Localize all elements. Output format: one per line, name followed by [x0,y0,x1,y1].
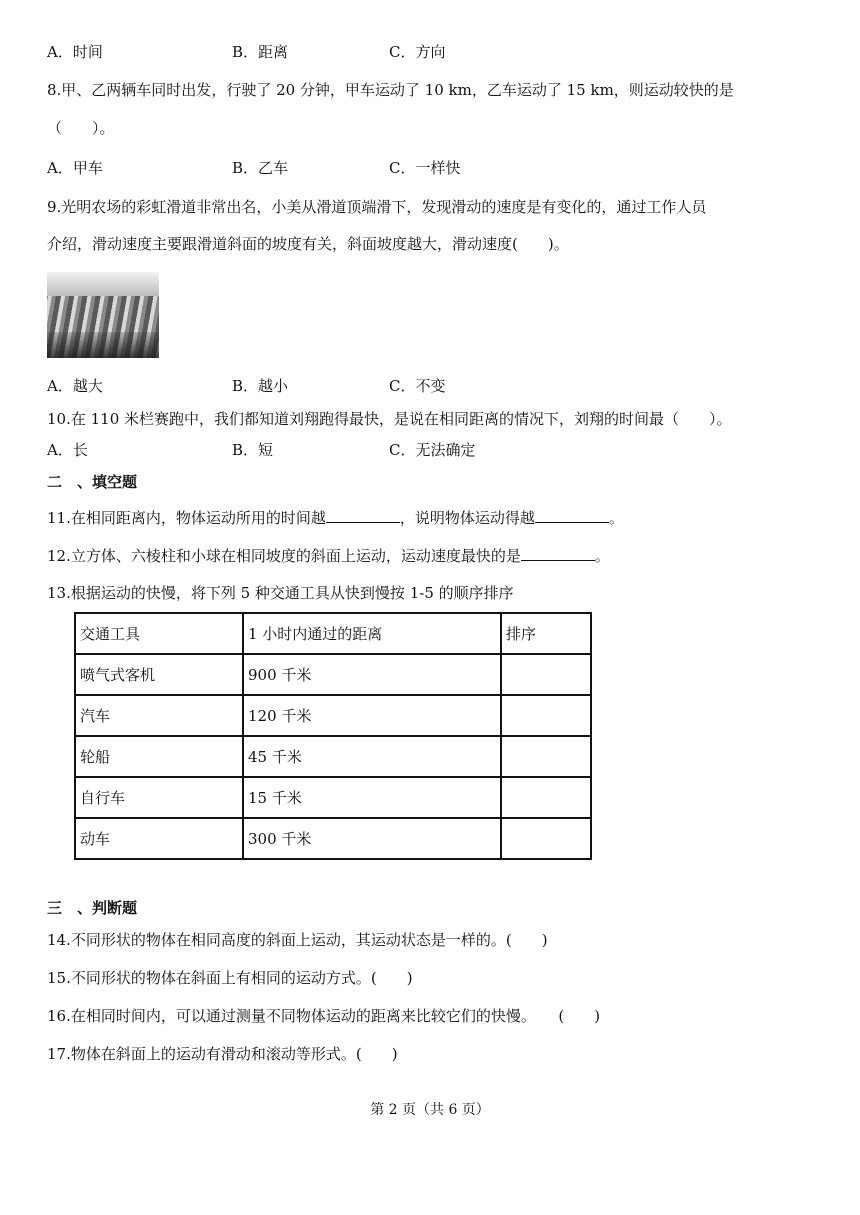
table-cell-rank[interactable] [501,777,591,818]
table-cell-rank[interactable] [501,695,591,736]
table-cell-distance: 900 千米 [243,654,501,695]
q16-text: 16.在相同时间内，可以通过测量不同物体运动的距离来比较它们的快慢。 ( ) [47,1007,601,1025]
q12-blank[interactable] [521,544,595,561]
table-cell-distance: 15 千米 [243,777,501,818]
q9-option-c: C．不变 [389,377,446,395]
section-heading-fill-in: 二 、填空题 [47,473,138,491]
q17-text: 17.物体在斜面上的运动有滑动和滚动等形式。( ) [47,1045,398,1063]
table-cell-distance: 45 千米 [243,736,501,777]
q10-option-c: C．无法确定 [389,441,476,459]
q11-blank-1[interactable] [326,506,400,523]
q7-option-c: C．方向 [389,43,446,61]
q9-options [47,375,747,397]
q8-text-line1: 8.甲、乙两辆车同时出发，行驶了 20 分钟，甲车运动了 10 km，乙车运动了 15 km，则运动较快的是 [47,81,734,99]
q9-text-line1: 9.光明农场的彩虹滑道非常出名，小美从滑道顶端滑下，发现滑动的速度是有变化的，通过工作人员 [47,198,707,216]
table-cell-distance: 300 千米 [243,818,501,859]
table-cell-rank[interactable] [501,818,591,859]
table-cell-vehicle: 自行车 [75,777,243,818]
q15-text: 15.不同形状的物体在斜面上有相同的运动方式。( ) [47,969,413,987]
table-cell-vehicle: 动车 [75,818,243,859]
q11-part1: 11.在相同距离内，物体运动所用的时间越 [47,509,326,527]
q10-option-b: B．短 [232,441,274,459]
q8-options [47,157,747,179]
table-cell-vehicle: 喷气式客机 [75,654,243,695]
table-cell-rank[interactable] [501,654,591,695]
table-header-cell: 1 小时内通过的距离 [243,613,501,654]
q8-option-a: A．甲车 [47,159,103,177]
q13-text: 13.根据运动的快慢，将下列 5 种交通工具从快到慢按 1-5 的顺序排序 [47,584,514,602]
table-header-cell: 排序 [501,613,591,654]
q12-text [47,544,610,567]
q11-part2: ，说明物体运动得越 [399,509,535,527]
q9-option-a: A．越大 [47,377,103,395]
q11-text [47,506,624,529]
q8-option-c: C．一样快 [389,159,461,177]
q10-option-a: A．长 [47,441,88,459]
q10-text: 10.在 110 米栏赛跑中，我们都知道刘翔跑得最快，是说在相同距离的情况下，刘翔的时间最（ ）。 [47,410,732,428]
table-header-row [75,613,591,654]
table-cell-vehicle: 轮船 [75,736,243,777]
vehicle-speed-table [74,612,592,860]
table-header-cell: 交通工具 [75,613,243,654]
rainbow-slide-photo [47,272,159,358]
q7-option-a: A．时间 [47,43,103,61]
q7-options [47,41,747,63]
table-row [75,818,591,859]
q9-option-b: B．越小 [232,377,289,395]
q12-part2: 。 [594,547,610,565]
section-heading-true-false: 三 、判断题 [47,899,138,917]
table-cell-vehicle: 汽车 [75,695,243,736]
table-cell-distance: 120 千米 [243,695,501,736]
table-row [75,695,591,736]
q8-option-b: B．乙车 [232,159,289,177]
q11-part3: 。 [608,509,624,527]
q10-options [47,439,747,461]
page-footer: 第 2 页（共 6 页） [370,1102,490,1118]
q14-text: 14.不同形状的物体在相同高度的斜面上运动，其运动状态是一样的。( ) [47,931,548,949]
table-row [75,736,591,777]
q8-text-line2: （ ）。 [47,119,115,137]
q7-option-b: B．距离 [232,43,289,61]
q9-text-line2: 介绍，滑动速度主要跟滑道斜面的坡度有关，斜面坡度越大，滑动速度( )。 [47,235,569,253]
q12-part1: 12.立方体、六棱柱和小球在相同坡度的斜面上运动，运动速度最快的是 [47,547,521,565]
table-cell-rank[interactable] [501,736,591,777]
q11-blank-2[interactable] [535,506,609,523]
table-row [75,654,591,695]
table-row [75,777,591,818]
